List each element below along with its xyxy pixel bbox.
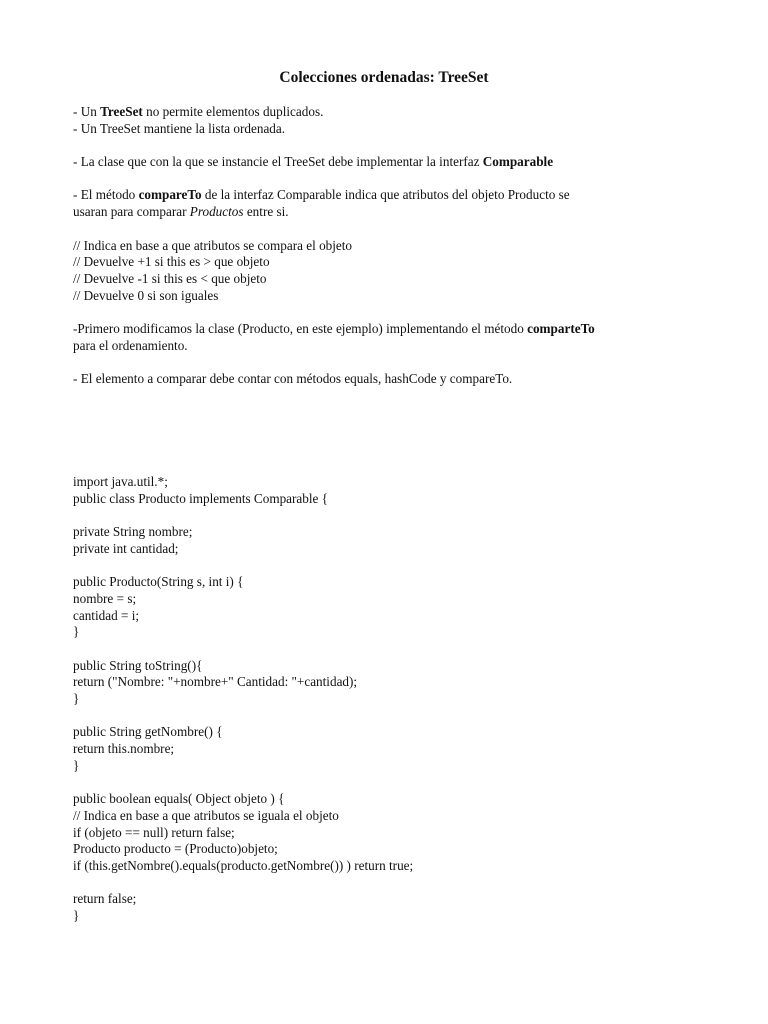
code-line: return ("Nombre: "+nombre+" Cantidad: "+cantidad); xyxy=(73,674,358,690)
code-line: if (this.getNombre().equals(producto.getNombre()) ) return true; xyxy=(73,858,414,874)
code-line: public boolean equals( Object objeto ) { xyxy=(73,791,285,807)
code-listing xyxy=(73,474,713,925)
metodo-line-2 xyxy=(73,204,713,221)
text-span: no permite elementos duplicados. xyxy=(142,104,324,119)
bold-compareto: compareTo xyxy=(138,187,202,203)
intro-line-2: - Un TreeSet mantiene la lista ordenada. xyxy=(73,120,286,136)
code-line: } xyxy=(73,691,80,707)
code-line: nombre = s; xyxy=(73,590,137,606)
elemento-line: - El elemento a comparar debe contar con métodos equals, hashCode y compareTo. xyxy=(73,371,513,387)
code-line: } xyxy=(73,624,80,640)
primero-line-2: para el ordenamiento. xyxy=(73,337,188,353)
comment-line: // Devuelve +1 si this es > que objeto xyxy=(73,254,270,270)
document-body xyxy=(73,104,713,405)
primero-paragraph xyxy=(73,321,713,354)
elemento-paragraph xyxy=(73,371,713,388)
bold-comparable: Comparable xyxy=(482,154,554,170)
code-line: } xyxy=(73,757,80,773)
code-line: public class Producto implements Comparable { xyxy=(73,490,329,506)
code-line: public Producto(String s, int i) { xyxy=(73,574,244,590)
primero-line-1 xyxy=(73,321,713,338)
intro-paragraph xyxy=(73,104,713,137)
italic-productos: Productos xyxy=(189,204,244,220)
metodo-line-1 xyxy=(73,187,713,204)
code-line xyxy=(73,641,713,658)
code-line: private String nombre; xyxy=(73,524,193,540)
code-line xyxy=(73,558,713,575)
text-span: entre si. xyxy=(243,204,289,220)
page-title: Colecciones ordenadas: TreeSet xyxy=(279,69,489,86)
code-line: return this.nombre; xyxy=(73,741,175,757)
metodo-paragraph xyxy=(73,187,713,220)
code-line: } xyxy=(73,908,80,924)
interfaz-paragraph xyxy=(73,154,713,171)
code-line: import java.util.*; xyxy=(73,474,168,489)
code-line: public String getNombre() { xyxy=(73,724,223,740)
text-span: - La clase que con la que se instancie el TreeSet debe implementar la interfaz xyxy=(73,154,483,170)
code-line xyxy=(73,775,713,792)
comment-line: // Devuelve 0 si son iguales xyxy=(73,287,219,303)
interfaz-line xyxy=(73,154,713,171)
code-line: private int cantidad; xyxy=(73,540,179,556)
text-span: - Un xyxy=(73,104,101,119)
text-span: -Primero modificamos la clase (Producto, en este ejemplo) implementando el método xyxy=(73,321,528,337)
code-line xyxy=(73,507,713,524)
text-span: usaran para comparar xyxy=(73,204,190,220)
bold-treeset: TreeSet xyxy=(100,104,143,119)
code-line: if (objeto == null) return false; xyxy=(73,824,235,840)
code-line: return false; xyxy=(73,891,137,907)
intro-line-1 xyxy=(73,104,713,121)
comment-line: // Indica en base a que atributos se compara el objeto xyxy=(73,237,353,253)
bold-comparteto: comparteTo xyxy=(527,321,595,337)
text-span: - El método xyxy=(73,187,139,203)
code-line xyxy=(73,875,713,892)
code-line: public String toString(){ xyxy=(73,657,203,673)
code-line: Producto producto = (Producto)objeto; xyxy=(73,841,278,857)
comment-line: // Devuelve -1 si this es < que objeto xyxy=(73,270,267,286)
code-line: // Indica en base a que atributos se iguala el objeto xyxy=(73,807,339,823)
code-line: cantidad = i; xyxy=(73,607,140,623)
comments-paragraph xyxy=(73,238,713,305)
text-span: de la interfaz Comparable indica que atributos del objeto Producto se xyxy=(201,187,570,203)
code-line xyxy=(73,708,713,725)
